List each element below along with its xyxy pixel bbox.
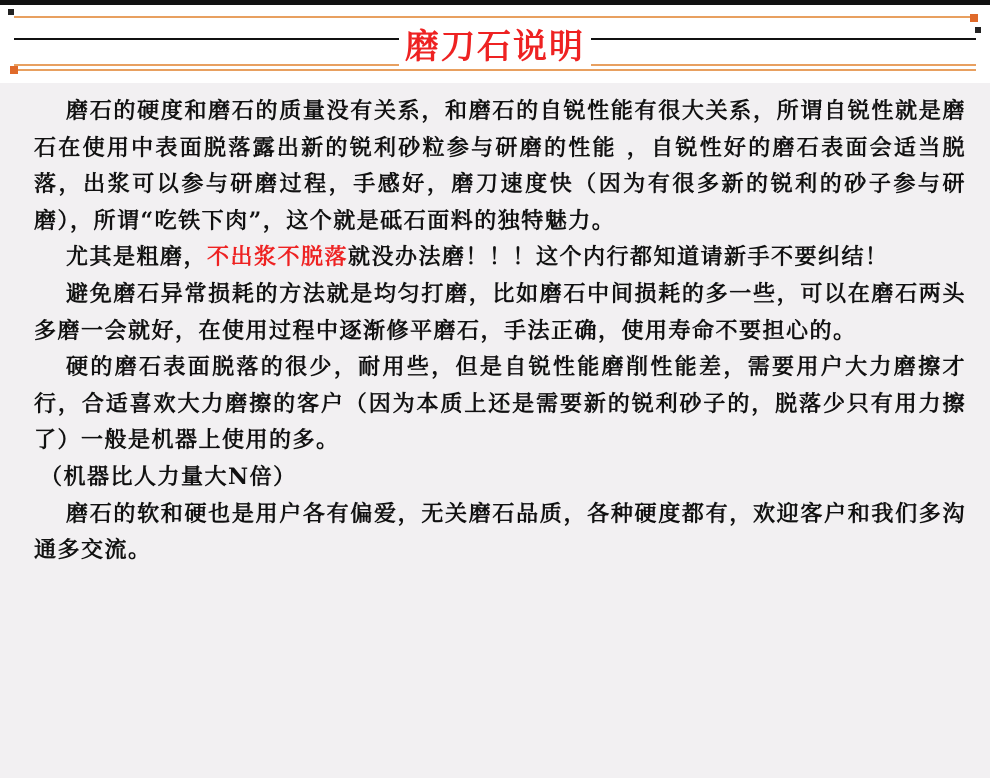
paragraph-hard-stone: 硬的磨石表面脱落的很少，耐用些，但是自锐性能磨削性能差，需要用户大力磨擦才行，合适喜欢大力磨擦的客户（因为本质上还是需要新的锐利砂子的，脱落少只有用力擦了）一般是机器上使用的多。 (34, 354, 966, 454)
paragraph-wear-avoidance: 避免磨石异常损耗的方法就是均匀打磨，比如磨石中间损耗的多一些，可以在磨石两头多磨一会就好，在使用过程中逐渐修平磨石，手法正确，使用寿命不要担心的。 (34, 280, 966, 344)
frame-line-lower (14, 69, 976, 71)
p2-lead-text: 尤其是粗磨， (66, 244, 208, 271)
corner-mark-top-left (8, 9, 14, 15)
page-title (0, 19, 990, 68)
p2-tail-text: 就没办法磨！！！这个内行都知道请新手不要纠结！ (348, 244, 889, 271)
description-body (0, 83, 990, 778)
highlight-warning-text: 不出浆不脱落 (207, 244, 349, 271)
paragraph-hardness: 磨石的硬度和磨石的质量没有关系，和磨石的自锐性能有很大关系，所谓自锐性就是磨石在使用中表面脱落露出新的锐利砂粒参与研磨的性能 ，自锐性好的磨石表面会适当脱落，出浆可以参与研磨过程，手感好，磨刀速度快（因为有很多新的锐利的砂子参与研磨），所谓“吃铁下肉”，这个就是砥石面料的独特魅力。 (34, 98, 966, 234)
page-title-text: 磨刀石说明 (399, 27, 591, 67)
title-banner (0, 5, 990, 83)
paragraph-coarse-grinding (34, 239, 966, 276)
paragraph-preference: 磨石的软和硬也是用户各有偏爱，无关磨石品质，各种硬度都有，欢迎客户和我们多沟通多交流。 (34, 500, 966, 564)
frame-line-top (14, 16, 976, 18)
paragraph-machine-note: （机器比人力量大N倍） (40, 463, 297, 490)
